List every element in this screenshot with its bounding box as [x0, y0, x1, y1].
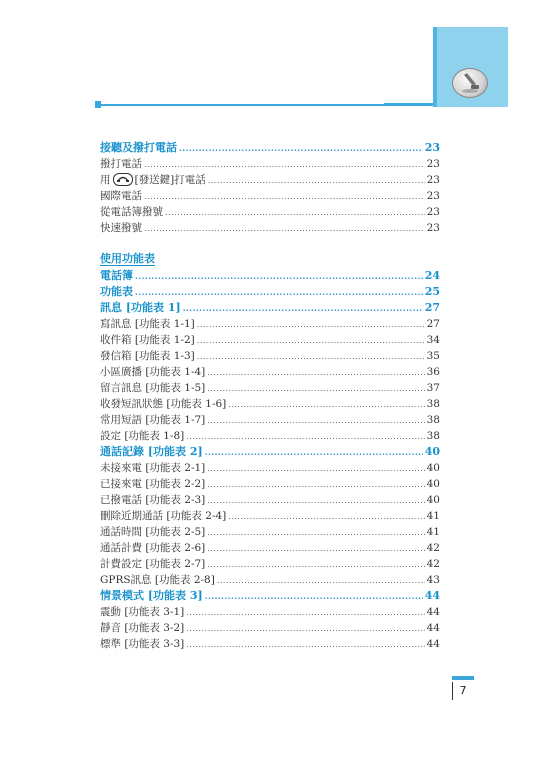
- toc-page-number: 37: [426, 382, 440, 394]
- toc-page-number: 44: [424, 589, 440, 602]
- toc-page-number: 41: [426, 526, 440, 538]
- toc-entry-label-prefix: 用: [100, 174, 111, 186]
- toc-entry[interactable]: [100, 188, 440, 204]
- toc-page-number: 44: [426, 622, 440, 634]
- toc-entry[interactable]: [100, 332, 440, 348]
- toc-entry-label: 通話計費 [功能表 2-6]: [100, 542, 206, 554]
- toc-entry[interactable]: [100, 172, 440, 188]
- toc-entry[interactable]: [100, 380, 440, 396]
- toc-entry[interactable]: [100, 268, 440, 284]
- toc-entry-label: 寫訊息 [功能表 1-1]: [100, 318, 195, 330]
- toc-entry-label: 已接來電 [功能表 2-2]: [100, 478, 206, 490]
- toc-entry-label: 常用短語 [功能表 1-7]: [100, 414, 206, 426]
- toc-leader-dots: [186, 621, 424, 637]
- toc-leader-dots: [179, 140, 423, 156]
- toc-entry[interactable]: [100, 556, 440, 572]
- toc-entry[interactable]: [100, 252, 440, 268]
- toc-leader-dots: [208, 173, 425, 189]
- toc-page-number: 24: [424, 269, 440, 282]
- toc-entry-label: 靜音 [功能表 3-2]: [100, 622, 185, 634]
- toc-page-number: 23: [426, 158, 440, 170]
- toc-page-number: 27: [426, 318, 440, 330]
- toc-page-number: 44: [426, 638, 440, 650]
- toc-leader-dots: [197, 317, 425, 333]
- toc-leader-dots: [205, 588, 423, 604]
- toc-page-number: 42: [426, 558, 440, 570]
- toc-entry-label: 收件箱 [功能表 1-2]: [100, 334, 195, 346]
- section-gap: [100, 236, 440, 252]
- toc-entry[interactable]: [100, 140, 440, 156]
- toc-entry[interactable]: [100, 412, 440, 428]
- toc-leader-dots: [207, 525, 424, 541]
- toc-entry[interactable]: [100, 156, 440, 172]
- toc-entry-label: 設定 [功能表 1-8]: [100, 430, 185, 442]
- toc-page-number: 23: [426, 222, 440, 234]
- toc-leader-dots: [217, 573, 425, 589]
- toc-entry-label: 刪除近期通話 [功能表 2-4]: [100, 510, 227, 522]
- toc-entry[interactable]: [100, 524, 440, 540]
- toc-entry-label: 收發短訊狀態 [功能表 1-6]: [100, 398, 227, 410]
- toc-leader-dots: [207, 541, 424, 557]
- toc-leader-dots: [186, 605, 424, 621]
- toc-entry-label: 標準 [功能表 3-3]: [100, 638, 185, 650]
- toc-entry[interactable]: [100, 300, 440, 316]
- toc-leader-dots: [165, 205, 425, 221]
- toc-entry-label: 發信箱 [功能表 1-3]: [100, 350, 195, 362]
- toc-entry-label: 快速撥號: [100, 222, 142, 234]
- toc-entry[interactable]: [100, 396, 440, 412]
- toc-entry-label: 通話時間 [功能表 2-5]: [100, 526, 206, 538]
- toc-entry-label: 從電話簿撥號: [100, 206, 163, 218]
- toc-entry[interactable]: [100, 220, 440, 236]
- toc-leader-dots: [144, 157, 425, 173]
- toc-entry[interactable]: [100, 540, 440, 556]
- toc-page-number: 34: [426, 334, 440, 346]
- toc-leader-dots: [186, 429, 424, 445]
- toc-entry-label: 國際電話: [100, 190, 142, 202]
- toc-leader-dots: [228, 509, 424, 525]
- toc-leader-dots: [207, 381, 424, 397]
- toc-entry[interactable]: [100, 284, 440, 300]
- toc-page-number: 23: [426, 174, 440, 186]
- toc-page-number: 23: [426, 190, 440, 202]
- toc-entry-label: 功能表: [100, 285, 133, 298]
- toc-page-number: 23: [424, 141, 440, 154]
- toc-leader-dots: [207, 493, 424, 509]
- toc-entry-label: 電話簿: [100, 269, 133, 282]
- toc-entry[interactable]: [100, 572, 440, 588]
- toc-page-number: 43: [426, 574, 440, 586]
- toc-leader-dots: [135, 268, 423, 284]
- toc-entry-label: 通話記錄 [功能表 2]: [100, 445, 203, 458]
- toc-leader-dots: [183, 300, 423, 316]
- toc-entry-label: 使用功能表: [100, 252, 155, 265]
- toc-page-number: 40: [426, 478, 440, 490]
- toc-entry-label: 情景模式 [功能表 3]: [100, 589, 203, 602]
- toc-entry-label: 撥打電話: [100, 158, 142, 170]
- toc-page-number: 38: [426, 398, 440, 410]
- toc-leader-dots: [197, 333, 425, 349]
- toc-page-number: 36: [426, 366, 440, 378]
- toc-entry[interactable]: [100, 620, 440, 636]
- toc-entry-label: [100, 172, 206, 188]
- toc-entry-label: 接聽及撥打電話: [100, 141, 177, 154]
- toc-page-number: 40: [426, 462, 440, 474]
- toc-page-number: 35: [426, 350, 440, 362]
- toc-page-number: 23: [426, 206, 440, 218]
- toc-entry[interactable]: [100, 444, 440, 460]
- toc-entry[interactable]: [100, 476, 440, 492]
- toc-entry-label: 未接來電 [功能表 2-1]: [100, 462, 206, 474]
- toc-entry[interactable]: [100, 316, 440, 332]
- toc-entry-label-suffix: [發送鍵]打電話: [134, 174, 206, 186]
- toc-page-number: 38: [426, 414, 440, 426]
- toc-entry-label: 小區廣播 [功能表 1-4]: [100, 366, 206, 378]
- toc-leader-dots: [228, 397, 424, 413]
- toc-leader-dots: [207, 477, 424, 493]
- toc-page-number: 40: [424, 445, 440, 458]
- toc-leader-dots: [207, 557, 424, 573]
- toc-page-number: 25: [424, 285, 440, 298]
- header-rule-accent: [384, 103, 433, 106]
- toc-leader-dots: [197, 349, 425, 365]
- toc-page-number: 38: [426, 430, 440, 442]
- toc-leader-dots: [207, 413, 424, 429]
- toc-leader-dots: [205, 444, 423, 460]
- header-rule: [97, 104, 384, 106]
- toc-entry-label: 計費設定 [功能表 2-7]: [100, 558, 206, 570]
- toc-entry-label: 留言訊息 [功能表 1-5]: [100, 382, 206, 394]
- toc-entry[interactable]: [100, 204, 440, 220]
- toc-leader-dots: [135, 284, 423, 300]
- toc-leader-dots: [144, 189, 425, 205]
- header-tab-edge: [433, 27, 437, 107]
- toc-entry-label: 訊息 [功能表 1]: [100, 301, 181, 314]
- toc-page-number: 44: [426, 606, 440, 618]
- toc-page-number: 40: [426, 494, 440, 506]
- toc-entry[interactable]: [100, 460, 440, 476]
- toc-entry[interactable]: [100, 508, 440, 524]
- toc-entry-label: 已撥電話 [功能表 2-3]: [100, 494, 206, 506]
- toc-page-number: 42: [426, 542, 440, 554]
- toc-entry-label: 震動 [功能表 3-1]: [100, 606, 185, 618]
- toc-entry[interactable]: [100, 636, 440, 652]
- table-of-contents: [100, 140, 440, 652]
- page-number-bar: [452, 676, 474, 680]
- toc-page-number: 27: [424, 301, 440, 314]
- toc-leader-dots: [144, 221, 425, 237]
- toc-entry[interactable]: [100, 428, 440, 444]
- page-number: 7: [452, 682, 473, 700]
- toc-entry[interactable]: [100, 492, 440, 508]
- toc-leader-dots: [207, 365, 424, 381]
- toc-page-number: 41: [426, 510, 440, 522]
- toc-entry[interactable]: [100, 604, 440, 620]
- toc-entry-label: GPRS訊息 [功能表 2-8]: [100, 574, 215, 586]
- toc-leader-dots: [207, 461, 424, 477]
- toc-entry[interactable]: [100, 364, 440, 380]
- toc-entry[interactable]: [100, 588, 440, 604]
- toc-entry[interactable]: [100, 348, 440, 364]
- toc-leader-dots: [186, 637, 424, 653]
- phone-badge-icon: [452, 68, 488, 98]
- send-key-icon: [113, 173, 133, 186]
